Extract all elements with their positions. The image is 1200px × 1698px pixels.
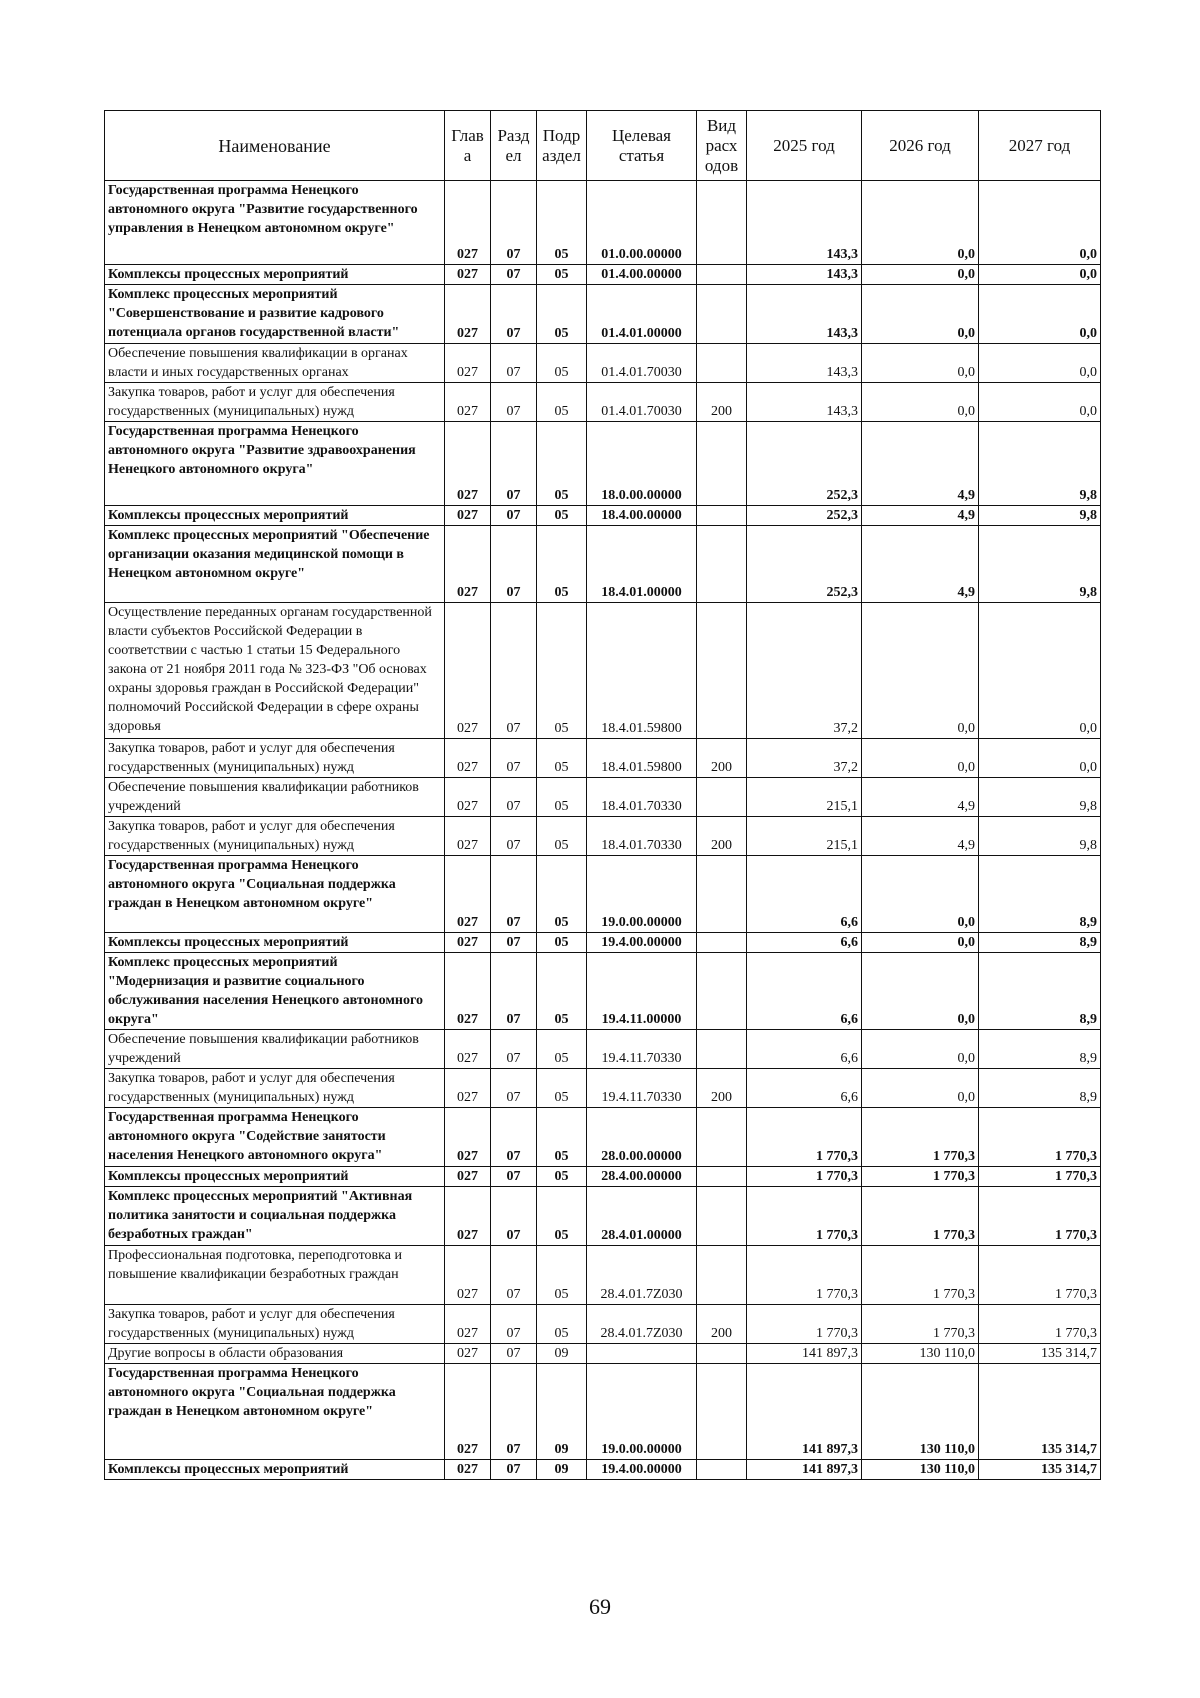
cell-2025: 143,3 — [747, 181, 862, 265]
cell-vid — [697, 1246, 747, 1305]
cell-vid — [697, 1167, 747, 1187]
cell-2027: 9,8 — [979, 526, 1101, 603]
cell-razdel: 07 — [491, 933, 537, 953]
cell-tselevaya: 18.4.01.59800 — [587, 603, 697, 739]
cell-2025: 141 897,3 — [747, 1364, 862, 1460]
cell-name: Государственная программа Ненецкого автономного округа "Развитие здравоохранения Ненецкого автономного округа" — [105, 422, 445, 506]
cell-vid: 200 — [697, 739, 747, 778]
cell-name: Комплексы процессных мероприятий — [105, 933, 445, 953]
cell-2026: 4,9 — [862, 526, 979, 603]
cell-name: Государственная программа Ненецкого автономного округа "Социальная поддержка граждан в Ненецком автономном округе" — [105, 856, 445, 933]
cell-vid — [697, 1460, 747, 1480]
cell-name: Закупка товаров, работ и услуг для обеспечения государственных (муниципальных) нужд — [105, 1305, 445, 1344]
cell-tselevaya: 19.4.11.70330 — [587, 1069, 697, 1108]
cell-razdel: 07 — [491, 953, 537, 1030]
header-2025: 2025 год — [747, 111, 862, 181]
cell-name: Комплекс процессных мероприятий "Совершенствование и развитие кадрового потенциала органов государственной власти" — [105, 285, 445, 344]
cell-name: Комплексы процессных мероприятий — [105, 506, 445, 526]
cell-vid — [697, 856, 747, 933]
cell-vid — [697, 1030, 747, 1069]
cell-2027: 9,8 — [979, 778, 1101, 817]
cell-podrazdel: 05 — [537, 1246, 587, 1305]
cell-2025: 1 770,3 — [747, 1108, 862, 1167]
cell-razdel: 07 — [491, 181, 537, 265]
cell-2027: 8,9 — [979, 953, 1101, 1030]
cell-2025: 141 897,3 — [747, 1460, 862, 1480]
cell-podrazdel: 05 — [537, 739, 587, 778]
table-row — [105, 1030, 1101, 1069]
cell-razdel: 07 — [491, 603, 537, 739]
cell-vid — [697, 422, 747, 506]
cell-2026: 1 770,3 — [862, 1246, 979, 1305]
cell-tselevaya: 19.4.00.00000 — [587, 1460, 697, 1480]
cell-tselevaya: 19.0.00.00000 — [587, 856, 697, 933]
cell-2027: 1 770,3 — [979, 1305, 1101, 1344]
cell-2027: 8,9 — [979, 856, 1101, 933]
cell-2027: 1 770,3 — [979, 1187, 1101, 1246]
cell-vid — [697, 344, 747, 383]
cell-podrazdel: 05 — [537, 1305, 587, 1344]
cell-razdel: 07 — [491, 506, 537, 526]
cell-2026: 0,0 — [862, 1069, 979, 1108]
table-row — [105, 1069, 1101, 1108]
cell-2025: 1 770,3 — [747, 1167, 862, 1187]
cell-podrazdel: 05 — [537, 1187, 587, 1246]
cell-razdel: 07 — [491, 1187, 537, 1246]
table-header-row — [105, 111, 1101, 181]
cell-name: Закупка товаров, работ и услуг для обеспечения государственных (муниципальных) нужд — [105, 1069, 445, 1108]
table-row — [105, 1167, 1101, 1187]
cell-glava: 027 — [445, 422, 491, 506]
table-row — [105, 344, 1101, 383]
cell-2026: 0,0 — [862, 739, 979, 778]
cell-tselevaya: 19.4.11.00000 — [587, 953, 697, 1030]
header-podrazdel: Подр аздел — [537, 111, 587, 181]
cell-2026: 0,0 — [862, 1030, 979, 1069]
cell-podrazdel: 05 — [537, 181, 587, 265]
cell-podrazdel: 09 — [537, 1460, 587, 1480]
cell-razdel: 07 — [491, 526, 537, 603]
cell-2026: 0,0 — [862, 856, 979, 933]
cell-tselevaya: 28.4.01.7Z030 — [587, 1246, 697, 1305]
cell-2027: 135 314,7 — [979, 1460, 1101, 1480]
cell-razdel: 07 — [491, 856, 537, 933]
cell-2027: 0,0 — [979, 344, 1101, 383]
page-number: 69 — [589, 1594, 611, 1619]
cell-2025: 141 897,3 — [747, 1344, 862, 1364]
table-row — [105, 953, 1101, 1030]
cell-razdel: 07 — [491, 1167, 537, 1187]
cell-glava: 027 — [445, 1187, 491, 1246]
cell-2026: 0,0 — [862, 265, 979, 285]
table-row — [105, 1460, 1101, 1480]
cell-2025: 6,6 — [747, 933, 862, 953]
table-row — [105, 1364, 1101, 1460]
cell-glava: 027 — [445, 817, 491, 856]
cell-vid — [697, 933, 747, 953]
cell-2027: 9,8 — [979, 817, 1101, 856]
table-row — [105, 856, 1101, 933]
cell-vid — [697, 526, 747, 603]
cell-name: Комплексы процессных мероприятий — [105, 265, 445, 285]
cell-2025: 215,1 — [747, 778, 862, 817]
header-2026: 2026 год — [862, 111, 979, 181]
cell-razdel: 07 — [491, 739, 537, 778]
cell-podrazdel: 05 — [537, 933, 587, 953]
cell-glava: 027 — [445, 603, 491, 739]
cell-2027: 1 770,3 — [979, 1167, 1101, 1187]
cell-glava: 027 — [445, 1344, 491, 1364]
cell-tselevaya: 28.4.00.00000 — [587, 1167, 697, 1187]
cell-glava: 027 — [445, 285, 491, 344]
table-row — [105, 506, 1101, 526]
cell-vid — [697, 265, 747, 285]
cell-name: Осуществление переданных органам государственной власти субъектов Российской Федерации в соответствии с частью 1 статьи 15 Федерального закона от 21 ноября 2011 года № 323-ФЗ "Об основах охраны здоровья граждан в Российской Федерации" полномочий Российской Федерации в сфере охраны здоровья — [105, 603, 445, 739]
cell-glava: 027 — [445, 933, 491, 953]
cell-podrazdel: 05 — [537, 817, 587, 856]
cell-podrazdel: 05 — [537, 265, 587, 285]
cell-glava: 027 — [445, 953, 491, 1030]
cell-podrazdel: 09 — [537, 1364, 587, 1460]
cell-2025: 143,3 — [747, 383, 862, 422]
cell-vid — [697, 1364, 747, 1460]
cell-2026: 4,9 — [862, 778, 979, 817]
cell-tselevaya: 18.4.01.00000 — [587, 526, 697, 603]
cell-glava: 027 — [445, 383, 491, 422]
cell-podrazdel: 05 — [537, 344, 587, 383]
table-row — [105, 778, 1101, 817]
cell-2025: 6,6 — [747, 856, 862, 933]
cell-2025: 252,3 — [747, 526, 862, 603]
table-row — [105, 817, 1101, 856]
cell-2027: 8,9 — [979, 1069, 1101, 1108]
table-row — [105, 181, 1101, 265]
cell-razdel: 07 — [491, 383, 537, 422]
cell-tselevaya: 19.4.00.00000 — [587, 933, 697, 953]
cell-tselevaya: 01.4.01.70030 — [587, 344, 697, 383]
cell-glava: 027 — [445, 1030, 491, 1069]
header-razdel: Разд ел — [491, 111, 537, 181]
cell-razdel: 07 — [491, 778, 537, 817]
cell-vid — [697, 285, 747, 344]
cell-vid — [697, 603, 747, 739]
cell-podrazdel: 05 — [537, 526, 587, 603]
cell-tselevaya: 18.0.00.00000 — [587, 422, 697, 506]
cell-name: Государственная программа Ненецкого автономного округа "Содействие занятости населения Ненецкого автономного округа" — [105, 1108, 445, 1167]
cell-glava: 027 — [445, 526, 491, 603]
cell-2025: 143,3 — [747, 285, 862, 344]
cell-glava: 027 — [445, 181, 491, 265]
cell-name: Закупка товаров, работ и услуг для обеспечения государственных (муниципальных) нужд — [105, 383, 445, 422]
cell-glava: 027 — [445, 1167, 491, 1187]
cell-2027: 9,8 — [979, 506, 1101, 526]
header-glava: Глав а — [445, 111, 491, 181]
cell-podrazdel: 05 — [537, 285, 587, 344]
cell-glava: 027 — [445, 1069, 491, 1108]
cell-2027: 8,9 — [979, 933, 1101, 953]
cell-2027: 8,9 — [979, 1030, 1101, 1069]
cell-name: Закупка товаров, работ и услуг для обеспечения государственных (муниципальных) нужд — [105, 817, 445, 856]
cell-2025: 215,1 — [747, 817, 862, 856]
cell-2026: 0,0 — [862, 344, 979, 383]
cell-2026: 0,0 — [862, 953, 979, 1030]
cell-2025: 37,2 — [747, 603, 862, 739]
header-vid: Вид расх одов — [697, 111, 747, 181]
cell-tselevaya: 28.4.01.7Z030 — [587, 1305, 697, 1344]
cell-razdel: 07 — [491, 1069, 537, 1108]
cell-2026: 1 770,3 — [862, 1305, 979, 1344]
cell-podrazdel: 05 — [537, 603, 587, 739]
table-row — [105, 383, 1101, 422]
cell-razdel: 07 — [491, 817, 537, 856]
cell-2026: 4,9 — [862, 422, 979, 506]
table-row — [105, 933, 1101, 953]
cell-2026: 130 110,0 — [862, 1344, 979, 1364]
table-row — [105, 526, 1101, 603]
cell-name: Обеспечение повышения квалификации в органах власти и иных государственных органах — [105, 344, 445, 383]
header-name: Наименование — [105, 111, 445, 181]
cell-razdel: 07 — [491, 1108, 537, 1167]
cell-2025: 1 770,3 — [747, 1246, 862, 1305]
cell-glava: 027 — [445, 856, 491, 933]
cell-2026: 1 770,3 — [862, 1108, 979, 1167]
cell-name: Комплекс процессных мероприятий "Активная политика занятости и социальная поддержка безработных граждан" — [105, 1187, 445, 1246]
cell-glava: 027 — [445, 778, 491, 817]
cell-razdel: 07 — [491, 344, 537, 383]
cell-2026: 4,9 — [862, 817, 979, 856]
cell-tselevaya: 01.0.00.00000 — [587, 181, 697, 265]
cell-podrazdel: 05 — [537, 1167, 587, 1187]
cell-podrazdel: 05 — [537, 778, 587, 817]
cell-glava: 027 — [445, 1246, 491, 1305]
budget-table — [104, 110, 1101, 1480]
cell-razdel: 07 — [491, 1246, 537, 1305]
cell-name: Закупка товаров, работ и услуг для обеспечения государственных (муниципальных) нужд — [105, 739, 445, 778]
cell-glava: 027 — [445, 344, 491, 383]
cell-tselevaya: 18.4.01.70330 — [587, 778, 697, 817]
cell-2026: 0,0 — [862, 603, 979, 739]
cell-name: Комплекс процессных мероприятий "Обеспечение организации оказания медицинской помощи в Ненецком автономном округе" — [105, 526, 445, 603]
cell-vid: 200 — [697, 383, 747, 422]
table-body — [105, 181, 1101, 1480]
cell-vid: 200 — [697, 817, 747, 856]
cell-razdel: 07 — [491, 265, 537, 285]
cell-vid — [697, 1187, 747, 1246]
header-2027: 2027 год — [979, 111, 1101, 181]
cell-2027: 0,0 — [979, 285, 1101, 344]
cell-2027: 1 770,3 — [979, 1108, 1101, 1167]
cell-glava: 027 — [445, 1364, 491, 1460]
cell-podrazdel: 05 — [537, 422, 587, 506]
cell-name: Комплекс процессных мероприятий "Модернизация и развитие социального обслуживания населения Ненецкого автономного округа" — [105, 953, 445, 1030]
cell-vid — [697, 1344, 747, 1364]
cell-name: Другие вопросы в области образования — [105, 1344, 445, 1364]
cell-2026: 130 110,0 — [862, 1460, 979, 1480]
cell-name: Профессиональная подготовка, переподготовка и повышение квалификации безработных граждан — [105, 1246, 445, 1305]
cell-2027: 1 770,3 — [979, 1246, 1101, 1305]
cell-tselevaya: 19.4.11.70330 — [587, 1030, 697, 1069]
cell-2026: 4,9 — [862, 506, 979, 526]
cell-2027: 135 314,7 — [979, 1344, 1101, 1364]
cell-tselevaya: 01.4.01.00000 — [587, 285, 697, 344]
cell-2027: 0,0 — [979, 181, 1101, 265]
cell-name: Государственная программа Ненецкого автономного округа "Социальная поддержка граждан в Ненецком автономном округе" — [105, 1364, 445, 1460]
cell-2025: 252,3 — [747, 422, 862, 506]
table-row — [105, 1187, 1101, 1246]
table-row — [105, 285, 1101, 344]
table-row — [105, 1246, 1101, 1305]
cell-vid — [697, 778, 747, 817]
cell-tselevaya: 01.4.01.70030 — [587, 383, 697, 422]
cell-razdel: 07 — [491, 1305, 537, 1344]
table-row — [105, 422, 1101, 506]
cell-2027: 135 314,7 — [979, 1364, 1101, 1460]
cell-podrazdel: 05 — [537, 856, 587, 933]
cell-tselevaya: 18.4.01.59800 — [587, 739, 697, 778]
cell-2025: 1 770,3 — [747, 1187, 862, 1246]
cell-2027: 0,0 — [979, 603, 1101, 739]
cell-2027: 0,0 — [979, 265, 1101, 285]
cell-razdel: 07 — [491, 1344, 537, 1364]
table-row — [105, 603, 1101, 739]
cell-razdel: 07 — [491, 1030, 537, 1069]
cell-tselevaya: 28.4.01.00000 — [587, 1187, 697, 1246]
cell-glava: 027 — [445, 1108, 491, 1167]
cell-razdel: 07 — [491, 285, 537, 344]
cell-2026: 0,0 — [862, 933, 979, 953]
cell-2025: 143,3 — [747, 265, 862, 285]
cell-2026: 0,0 — [862, 285, 979, 344]
cell-2026: 0,0 — [862, 383, 979, 422]
cell-tselevaya: 18.4.01.70330 — [587, 817, 697, 856]
cell-2027: 0,0 — [979, 383, 1101, 422]
cell-vid — [697, 953, 747, 1030]
table-row — [105, 1305, 1101, 1344]
cell-2027: 9,8 — [979, 422, 1101, 506]
cell-podrazdel: 05 — [537, 953, 587, 1030]
table-row — [105, 1108, 1101, 1167]
cell-2025: 252,3 — [747, 506, 862, 526]
table-row — [105, 739, 1101, 778]
cell-podrazdel: 05 — [537, 1108, 587, 1167]
cell-2026: 1 770,3 — [862, 1167, 979, 1187]
cell-podrazdel: 05 — [537, 1030, 587, 1069]
header-tselevaya: Целевая статья — [587, 111, 697, 181]
cell-razdel: 07 — [491, 1460, 537, 1480]
cell-2026: 1 770,3 — [862, 1187, 979, 1246]
cell-2025: 37,2 — [747, 739, 862, 778]
cell-2025: 143,3 — [747, 344, 862, 383]
cell-2025: 6,6 — [747, 953, 862, 1030]
cell-razdel: 07 — [491, 1364, 537, 1460]
cell-tselevaya: 28.0.00.00000 — [587, 1108, 697, 1167]
cell-name: Комплексы процессных мероприятий — [105, 1167, 445, 1187]
cell-2026: 0,0 — [862, 181, 979, 265]
table-row — [105, 1344, 1101, 1364]
cell-name: Обеспечение повышения квалификации работников учреждений — [105, 778, 445, 817]
cell-glava: 027 — [445, 1305, 491, 1344]
cell-vid — [697, 506, 747, 526]
cell-podrazdel: 05 — [537, 1069, 587, 1108]
cell-name: Государственная программа Ненецкого автономного округа "Развитие государственного управления в Ненецком автономном округе" — [105, 181, 445, 265]
cell-vid: 200 — [697, 1069, 747, 1108]
cell-podrazdel: 05 — [537, 383, 587, 422]
cell-2025: 6,6 — [747, 1069, 862, 1108]
cell-tselevaya: 01.4.00.00000 — [587, 265, 697, 285]
cell-2026: 130 110,0 — [862, 1364, 979, 1460]
cell-glava: 027 — [445, 506, 491, 526]
cell-name: Обеспечение повышения квалификации работников учреждений — [105, 1030, 445, 1069]
cell-podrazdel: 05 — [537, 506, 587, 526]
cell-tselevaya: 18.4.00.00000 — [587, 506, 697, 526]
cell-name: Комплексы процессных мероприятий — [105, 1460, 445, 1480]
cell-2025: 1 770,3 — [747, 1305, 862, 1344]
cell-razdel: 07 — [491, 422, 537, 506]
cell-vid — [697, 1108, 747, 1167]
cell-2025: 6,6 — [747, 1030, 862, 1069]
cell-tselevaya — [587, 1344, 697, 1364]
cell-vid: 200 — [697, 1305, 747, 1344]
table-row — [105, 265, 1101, 285]
cell-glava: 027 — [445, 265, 491, 285]
cell-podrazdel: 09 — [537, 1344, 587, 1364]
cell-glava: 027 — [445, 1460, 491, 1480]
cell-glava: 027 — [445, 739, 491, 778]
cell-tselevaya: 19.0.00.00000 — [587, 1364, 697, 1460]
cell-vid — [697, 181, 747, 265]
cell-2027: 0,0 — [979, 739, 1101, 778]
